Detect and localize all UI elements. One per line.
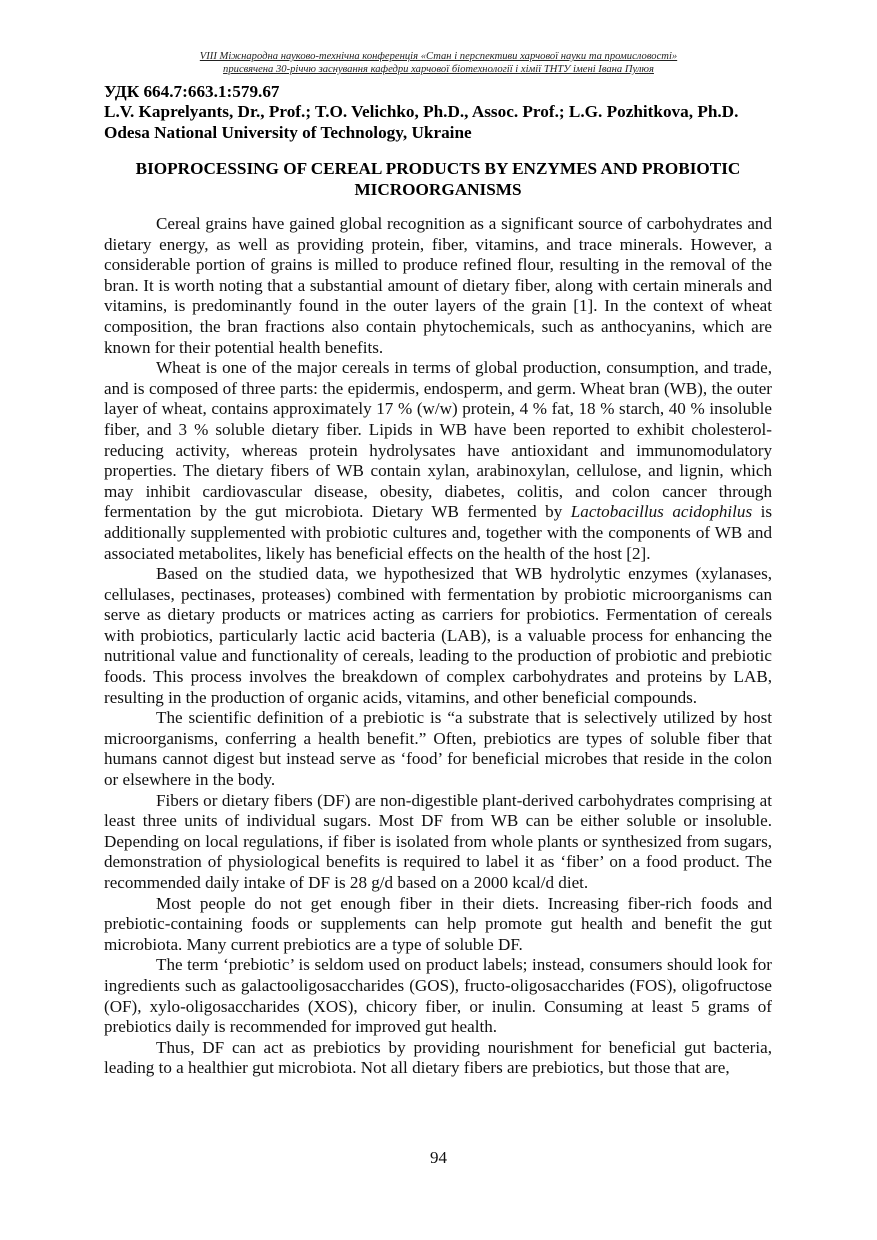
paragraph-8: Thus, DF can act as prebiotics by providing nourishment for beneficial gut bacteria, leading to a healthier gut microbiota. Not all dietary fibers are prebiotics, but those that are, xyxy=(104,1037,772,1078)
paper-title: BIOPROCESSING OF CEREAL PRODUCTS BY ENZYMES AND PROBIOTIC MICROORGANISMS xyxy=(135,159,741,199)
paragraph-2 xyxy=(104,358,772,564)
paragraph-2-text-a: Wheat is one of the major cereals in terms of global production, consumption, and trade, and is composed of three parts: the epidermis, endosperm, and germ. Wheat bran (WB), the outer layer of wheat, contains approximately 17 % (w/w) protein, 4 % fat, 18 % starch, 40 % insoluble fiber, and 3 % soluble dietary fiber. Lipids in WB have been reported to exhibit cholesterol-reducing activity, whereas protein hydrolysates have antioxidant and immunomodulatory properties. The dietary fibers of WB contain xylan, arabinoxylan, cellulose, and lignin, which may inhibit cardiovascular disease, obesity, diabetes, colitis, and colon cancer through fermentation by the gut microbiota. Dietary WB fermented by xyxy=(104,358,772,522)
conference-header-line-2: присвячена 30-річчю заснування кафедри харчової біотехнології і хімії ТНТУ імені Івана Пулюя xyxy=(223,64,654,75)
authors: L.V. Kaprelyants, Dr., Prof.; T.O. Velichko, Ph.D., Assoc. Prof.; L.G. Pozhitkova, Ph.D. xyxy=(104,102,739,121)
paragraph-7: The term ‘prebiotic’ is seldom used on product labels; instead, consumers should look for ingredients such as galactooligosaccharides (GOS), fructo-oligosaccharides (FOS), oligofructose (OF), xylo-oligosaccharides (XOS), chicory fiber, or inulin. Consuming at least 5 grams of prebiotics daily is recommended for improved gut health. xyxy=(104,955,772,1037)
udk-code: УДК 664.7:663.1:579.67 xyxy=(104,82,280,101)
paragraph-3: Based on the studied data, we hypothesized that WB hydrolytic enzymes (xylanases, cellulases, pectinases, proteases) combined with fermentation by probiotic microorganisms can serve as dietary products or matrices acting as carriers for probiotics. Fermentation of cereals with probiotics, particularly lactic acid bacteria (LAB), is a valuable process for enhancing the nutritional value and functionality of cereals, leading to the production of probiotic and prebiotic foods. This process involves the breakdown of complex carbohydrates and proteins by LAB, resulting in the production of organic acids, vitamins, and other beneficial compounds. xyxy=(104,564,772,707)
page-number: 94 xyxy=(430,1148,447,1167)
paragraph-5: Fibers or dietary fibers (DF) are non-digestible plant-derived carbohydrates comprising at least three units of individual sugars. Most DF from WB can be either soluble or insoluble. Depending on local regulations, if fiber is isolated from whole plants or synthesized from sugars, demonstration of physiological benefits is required to label it as ‘fiber’ on a food product. The recommended daily intake of DF is 28 g/d based on a 2000 kcal/d diet. xyxy=(104,790,772,892)
paragraph-2-text-b: is additionally supplemented with probiotic cultures and, together with the components of WB and associated metabolites, likely has beneficial effects on the health of the host [2]. xyxy=(104,502,772,563)
paragraph-1: Cereal grains have gained global recognition as a significant source of carbohydrates and dietary energy, as well as providing protein, fiber, vitamins, and trace minerals. However, a considerable portion of grains is milled to produce refined flour, resulting in the removal of the bran. It is worth noting that a substantial amount of dietary fiber, along with certain minerals and vitamins, is predominantly found in the outer layers of the grain [1]. In the context of wheat composition, the bran fractions also contain phytochemicals, such as anthocyanins, which are known for their potential health benefits. xyxy=(104,214,772,357)
conference-header-line-1: VIII Міжнародна науково-технічна конференція «Стан і перспективи харчової науки та промисловості» xyxy=(199,51,678,62)
paper-body xyxy=(104,214,772,1079)
species-name: Lactobacillus acidophilus xyxy=(570,502,753,522)
affiliation: Odesa National University of Technology, Ukraine xyxy=(104,123,472,142)
paragraph-4: The scientific definition of a prebiotic is “a substrate that is selectively utilized by host microorganisms, conferring a health benefit.” Often, prebiotics are types of soluble fiber that humans cannot digest but instead serve as ‘food’ for beneficial microbes that reside in the colon or elsewhere in the body. xyxy=(104,708,772,790)
paragraph-6: Most people do not get enough fiber in their diets. Increasing fiber-rich foods and prebiotic-containing foods or supplements can help promote gut health and benefit the gut microbiota. Many current prebiotics are a type of soluble DF. xyxy=(104,893,772,954)
